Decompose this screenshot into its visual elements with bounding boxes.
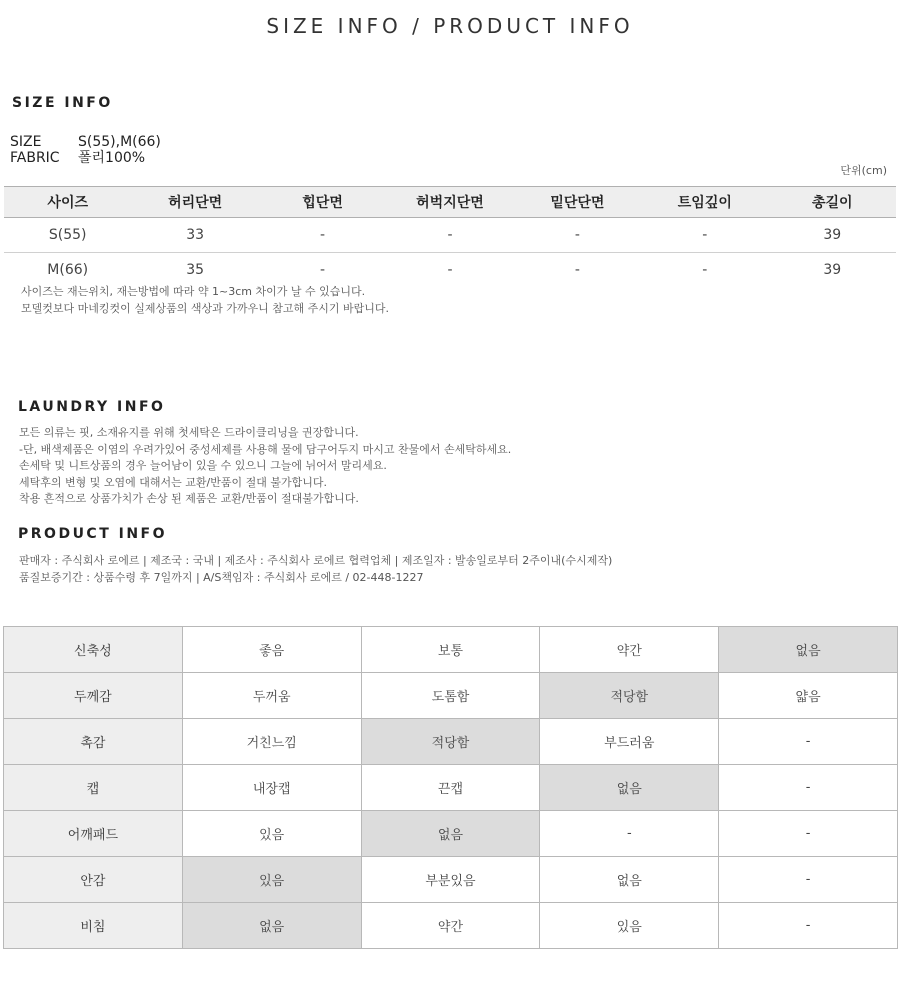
product-line: 품질보증기간 : 상품수령 후 7일까지 | A/S책임자 : 주식회사 로에르 / 02-448-1227 xyxy=(19,570,424,584)
table-cell: M(66) xyxy=(47,262,89,278)
table-cell: 39 xyxy=(769,218,896,253)
size-table-header-row xyxy=(4,187,896,218)
property-row xyxy=(4,719,898,765)
column-header: 허리단면 xyxy=(131,187,258,218)
laundry-line: 착용 흔적으로 상품가치가 손상 된 제품은 교환/반품이 절대불가합니다. xyxy=(19,492,359,505)
property-row xyxy=(4,857,898,903)
property-option: 부분있음 xyxy=(361,857,540,903)
property-option: 없음 xyxy=(540,857,719,903)
property-option-selected: 없음 xyxy=(361,811,540,857)
size-notes xyxy=(21,284,389,317)
table-row xyxy=(4,253,896,288)
property-option: 약간 xyxy=(540,627,719,673)
property-row xyxy=(4,627,898,673)
property-label: 신축성 xyxy=(4,627,183,673)
table-cell: - xyxy=(259,218,386,253)
laundry-line: 모든 의류는 핏, 소재유지를 위해 첫세탁은 드라이클리닝을 권장합니다. xyxy=(19,426,359,439)
product-line: 판매자 : 주식회사 로에르 | 제조국 : 국내 | 제조사 : 주식회사 로에르 협력업체 | 제조일자 : 발송일로부터 2주이내(수시제작) xyxy=(19,554,613,567)
property-option: - xyxy=(719,719,898,765)
table-cell: - xyxy=(702,262,708,278)
fabric-label: FABRIC xyxy=(10,150,60,166)
property-option-selected: 있음 xyxy=(182,857,361,903)
size-note-line: 사이즈는 재는위치, 재는방법에 따라 약 1~3cm 차이가 날 수 있습니다. xyxy=(21,285,366,298)
property-option: - xyxy=(719,811,898,857)
laundry-line: 손세탁 및 니트상품의 경우 늘어남이 있을 수 있으니 그늘에 뉘어서 말리세요. xyxy=(19,459,387,472)
unit-label: 단위(cm) xyxy=(840,164,887,177)
property-option: - xyxy=(719,903,898,949)
property-option: 내장캡 xyxy=(182,765,361,811)
property-row xyxy=(4,811,898,857)
table-cell: - xyxy=(320,262,326,278)
column-header: 밑단단면 xyxy=(514,187,641,218)
fabric-properties-table xyxy=(3,626,898,949)
property-label: 비침 xyxy=(4,903,183,949)
table-cell: 33 xyxy=(131,218,258,253)
laundry-info-heading: LAUNDRY INFO xyxy=(18,399,166,415)
page-title: SIZE INFO / PRODUCT INFO xyxy=(266,14,634,38)
property-label: 캡 xyxy=(4,765,183,811)
property-option: 있음 xyxy=(540,903,719,949)
fabric-value: 폴리100% xyxy=(78,150,146,166)
property-option-selected: 적당함 xyxy=(540,673,719,719)
table-cell: S(55) xyxy=(4,218,131,253)
property-option: 거친느낌 xyxy=(182,719,361,765)
property-option: 있음 xyxy=(182,811,361,857)
product-notes xyxy=(19,553,612,586)
property-option: 약간 xyxy=(361,903,540,949)
table-cell: - xyxy=(514,218,641,253)
property-option: 도톰함 xyxy=(361,673,540,719)
laundry-line: -단, 배색제품은 이염의 우려가있어 중성세제를 사용해 물에 담구어두지 마시고 찬물에서 손세탁하세요. xyxy=(19,442,512,456)
property-option-selected: 없음 xyxy=(719,627,898,673)
column-header: 총길이 xyxy=(769,187,896,218)
size-value: S(55),M(66) xyxy=(78,134,161,150)
property-row xyxy=(4,765,898,811)
property-option: 부드러움 xyxy=(540,719,719,765)
laundry-line: 세탁후의 변형 및 오염에 대해서는 교환/반품이 절대 불가합니다. xyxy=(19,475,327,489)
table-cell: - xyxy=(386,218,513,253)
column-header: 허벅지단면 xyxy=(386,187,513,218)
fabric-spec-row xyxy=(10,150,145,166)
column-header: 힙단면 xyxy=(259,187,386,218)
table-cell: 39 xyxy=(823,262,842,278)
property-option: 얇음 xyxy=(719,673,898,719)
property-label: 안감 xyxy=(4,857,183,903)
size-table xyxy=(4,186,896,287)
property-label: 어깨패드 xyxy=(4,811,183,857)
property-row xyxy=(4,903,898,949)
property-option: - xyxy=(719,765,898,811)
property-option-selected: 없음 xyxy=(540,765,719,811)
property-label: 촉감 xyxy=(4,719,183,765)
property-option: 끈캡 xyxy=(361,765,540,811)
property-row xyxy=(4,673,898,719)
property-option: 좋음 xyxy=(182,627,361,673)
size-label: SIZE xyxy=(10,134,42,150)
table-cell: - xyxy=(641,218,768,253)
column-header: 사이즈 xyxy=(4,187,131,218)
size-info-heading: SIZE INFO xyxy=(12,95,113,111)
product-info-heading: PRODUCT INFO xyxy=(18,526,168,542)
size-note-line: 모델컷보다 마네킹컷이 실제상품의 색상과 가까우니 참고해 주시기 바랍니다. xyxy=(21,301,390,315)
table-cell: - xyxy=(447,262,453,278)
table-cell: - xyxy=(574,262,580,278)
property-option: 두꺼움 xyxy=(182,673,361,719)
property-label: 두께감 xyxy=(4,673,183,719)
property-option: - xyxy=(719,857,898,903)
table-cell: 35 xyxy=(186,262,205,278)
property-option: 보통 xyxy=(361,627,540,673)
column-header: 트임깊이 xyxy=(641,187,768,218)
laundry-notes xyxy=(19,425,511,508)
size-spec-row xyxy=(10,134,161,150)
property-option-selected: 없음 xyxy=(182,903,361,949)
property-option: - xyxy=(540,811,719,857)
property-option-selected: 적당함 xyxy=(361,719,540,765)
table-row xyxy=(4,218,896,253)
